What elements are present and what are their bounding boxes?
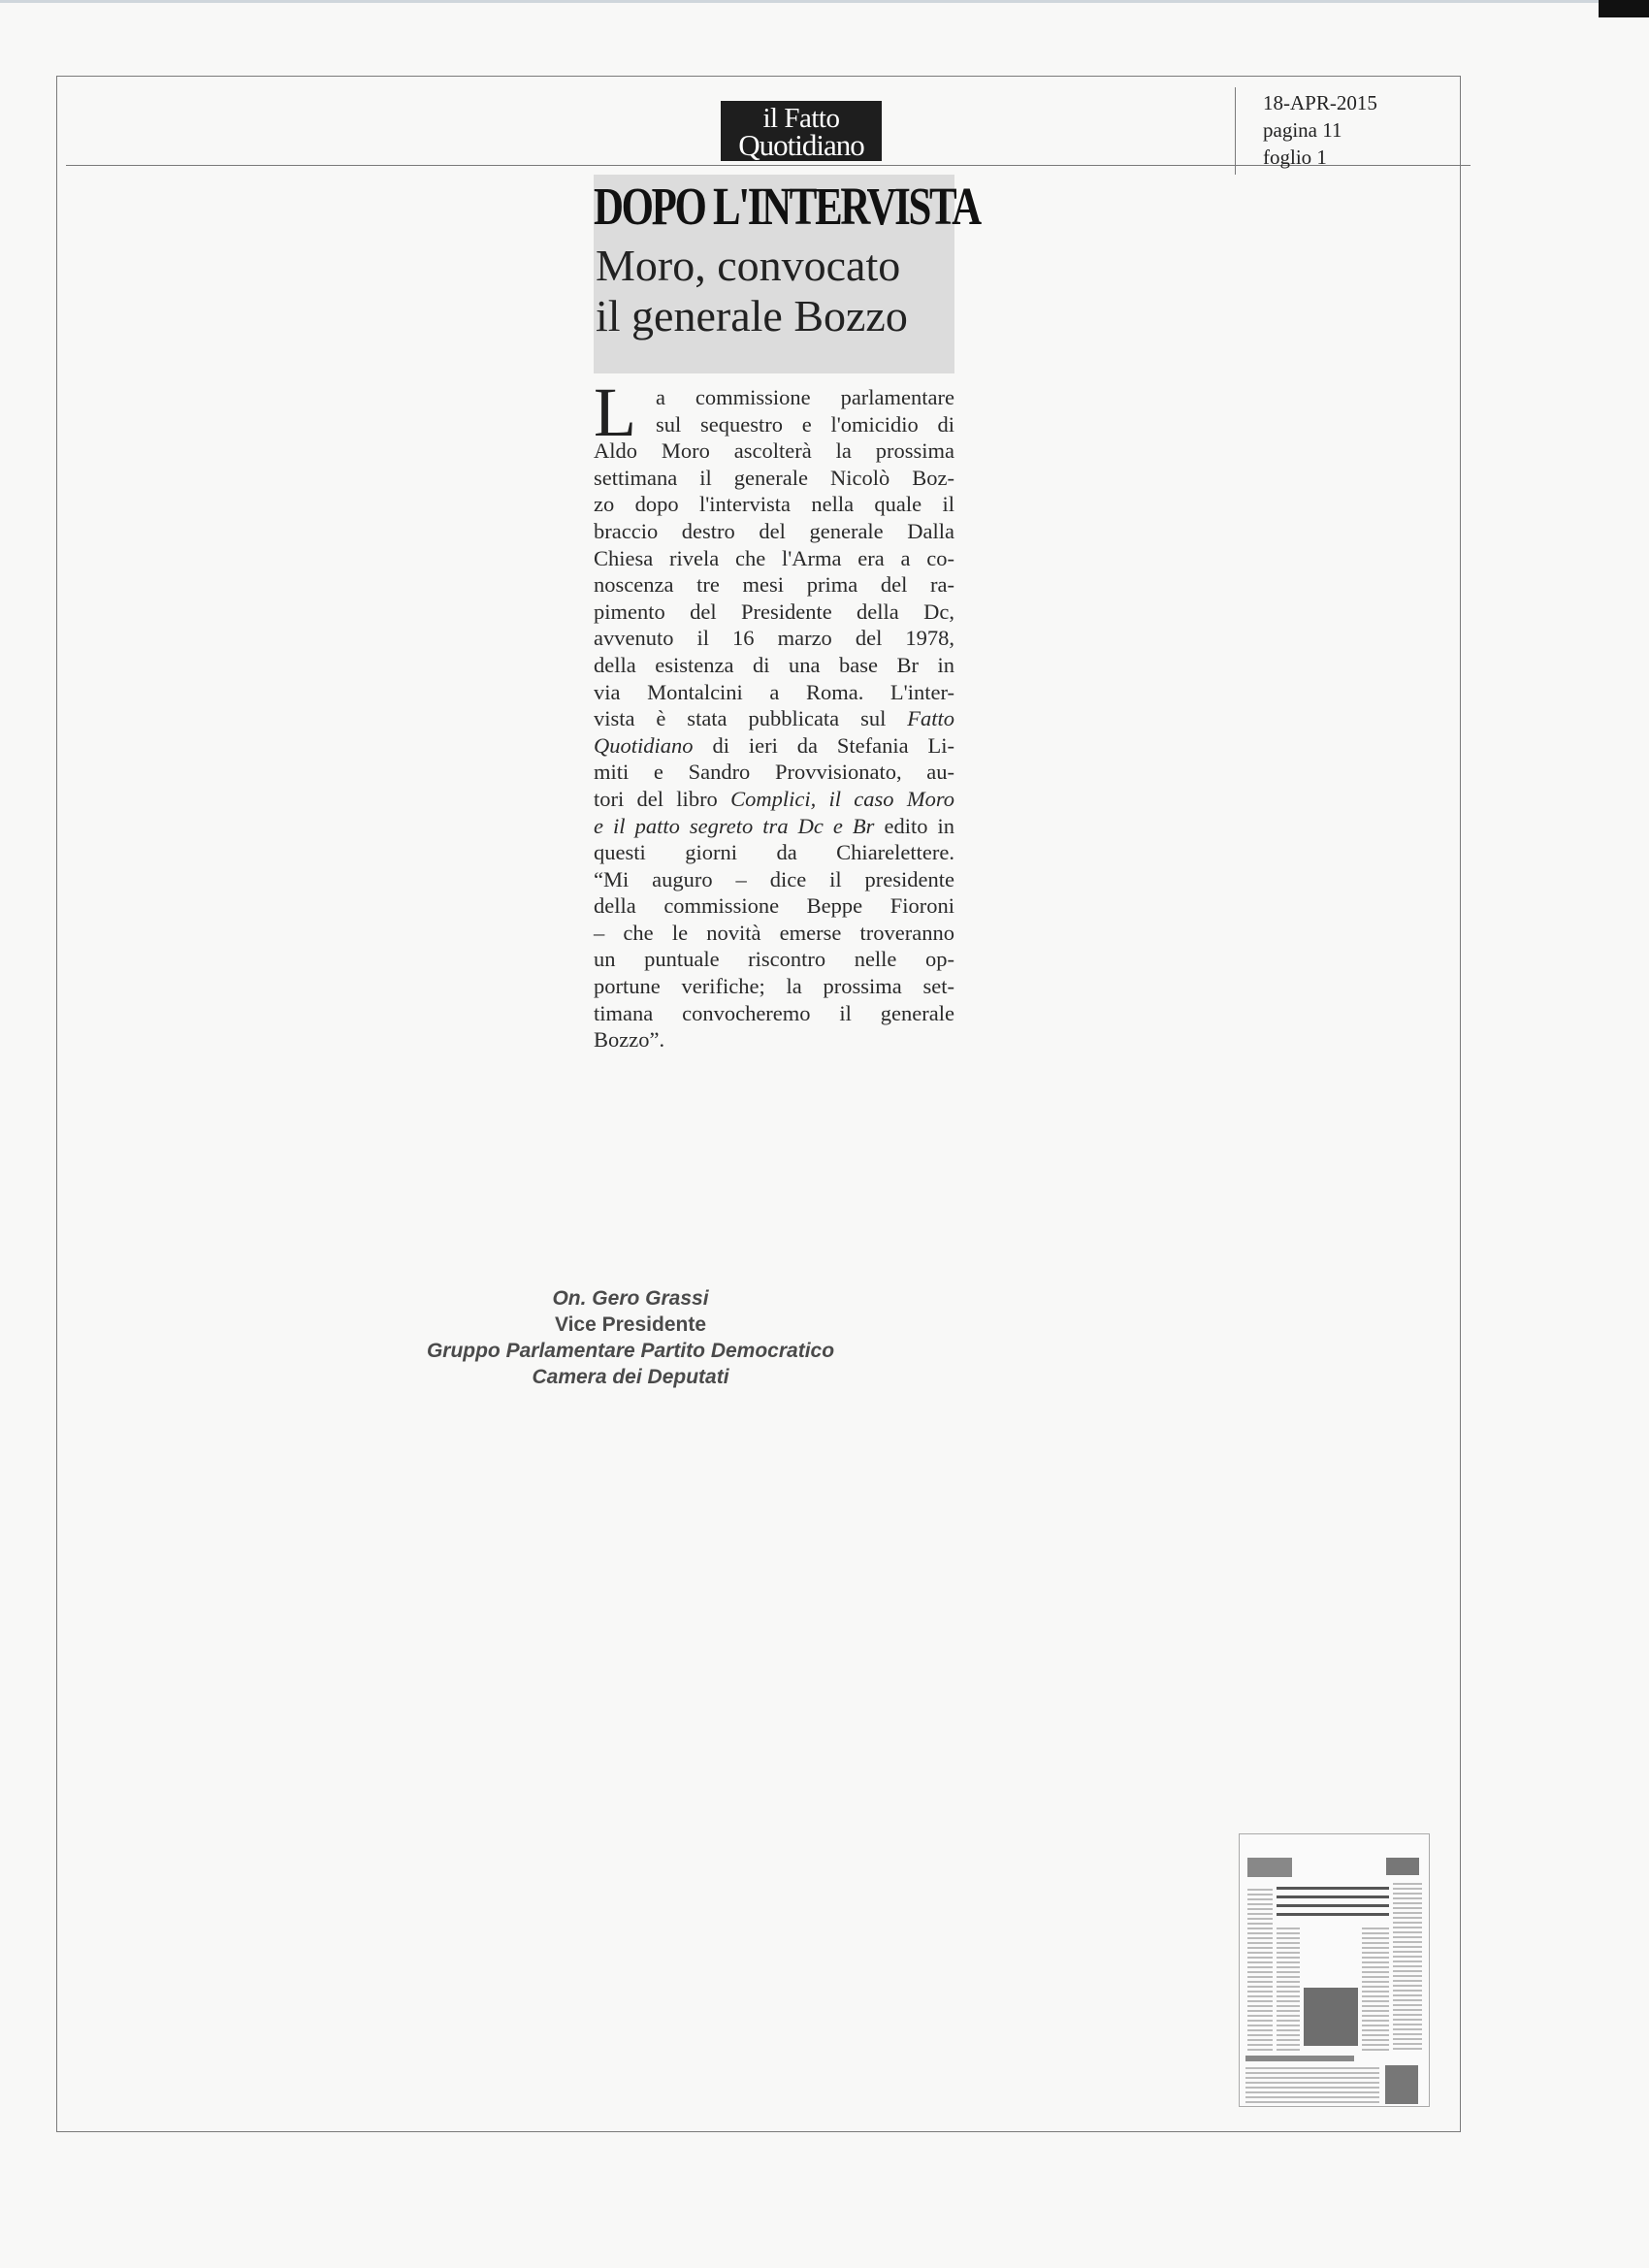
article-line: Aldo Moro ascolterà la prossima (594, 438, 954, 464)
article-line: Chiesa rivela che l'Arma era a co- (594, 545, 954, 570)
article-line: sul sequestro e l'omicidio di (656, 411, 954, 437)
article-body (594, 373, 955, 1053)
thumbnail-column (1393, 1883, 1422, 2052)
article-line (594, 786, 954, 813)
headline-line1: Moro, convocato (596, 241, 901, 290)
article-line: timana convocheremo il generale (594, 1000, 954, 1025)
article-line: zo dopo l'intervista nella quale il (594, 492, 954, 517)
thumbnail-column (1247, 1889, 1273, 2052)
book-title-italic: e il patto segreto tra Dc e Br (594, 813, 875, 838)
article-text: tori del libro (594, 786, 718, 811)
article-line: pimento del Presidente della Dc, (594, 599, 954, 624)
signature-block (388, 1285, 873, 1390)
newspaper-name-italic: Fatto (907, 706, 955, 731)
article-line (594, 705, 954, 732)
dropcap: L (594, 373, 636, 451)
masthead-line2: Quotidiano (738, 128, 864, 162)
article-line: braccio destro del generale Dalla (594, 518, 954, 543)
page-number: pagina 11 (1263, 118, 1342, 142)
article-line: a commissione parlamentare (656, 385, 954, 409)
article-text: vista è stata pubblicata sul (594, 706, 887, 731)
page-thumbnail (1239, 1833, 1430, 2107)
date-box (1235, 87, 1471, 175)
headline (596, 241, 956, 341)
top-scan-strip (0, 0, 1600, 3)
masthead-logo (721, 101, 882, 161)
article-line: – che le novità emerse troveranno (594, 920, 954, 945)
thumbnail-column (1245, 2067, 1379, 2104)
thumbnail-column (1362, 1928, 1389, 2052)
article-line: noscenza tre mesi prima del ra- (594, 572, 954, 598)
article-line (594, 732, 954, 760)
headline-block (594, 175, 980, 373)
article-line: della commissione Beppe Fioroni (594, 893, 954, 919)
article-text: edito in (884, 813, 955, 838)
article-text: di ieri da Stefania Li- (712, 732, 955, 758)
article-line: questi giorni da Chiarelettere. (594, 840, 954, 865)
book-title-italic: Complici, il caso Moro (730, 786, 955, 811)
signature-chamber: Camera dei Deputati (532, 1366, 729, 1388)
article-line: avvenuto il 16 marzo del 1978, (594, 626, 954, 651)
article-line: portune verifiche; la prossima set- (594, 974, 954, 999)
signature-role: Vice Presidente (554, 1313, 707, 1336)
article-line: miti e Sandro Provvisionato, au- (594, 760, 954, 785)
thumbnail-column (1277, 1928, 1300, 2052)
kicker: DOPO L'INTERVISTA (594, 177, 980, 236)
issue-date: 18-APR-2015 (1263, 91, 1377, 114)
scan-corner-mark (1599, 0, 1649, 17)
thumbnail-header (1247, 1858, 1292, 1877)
newspaper-name-italic: Quotidiano (594, 732, 694, 758)
article-line (594, 813, 954, 840)
thumbnail-ad (1385, 2065, 1418, 2104)
masthead-line1: il Fatto (762, 103, 840, 134)
article-line: “Mi auguro – dice il presidente (594, 866, 954, 891)
article-line: Bozzo”. (594, 1027, 665, 1053)
signature-name: On. Gero Grassi (552, 1287, 709, 1310)
sheet-number: foglio 1 (1263, 146, 1327, 169)
article-line: della esistenza di una base Br in (594, 652, 954, 677)
thumbnail-title (1277, 1887, 1389, 1922)
article-line: via Montalcini a Roma. L'inter- (594, 679, 954, 704)
thumbnail-logo (1386, 1858, 1419, 1875)
article-line: settimana il generale Nicolò Boz- (594, 465, 954, 490)
signature-group: Gruppo Parlamentare Partito Democratico (426, 1340, 835, 1362)
thumbnail-bar (1245, 2056, 1354, 2061)
headline-line2: il generale Bozzo (596, 291, 908, 340)
thumbnail-photo (1304, 1988, 1358, 2046)
article-line: un puntuale riscontro nelle op- (594, 947, 954, 972)
